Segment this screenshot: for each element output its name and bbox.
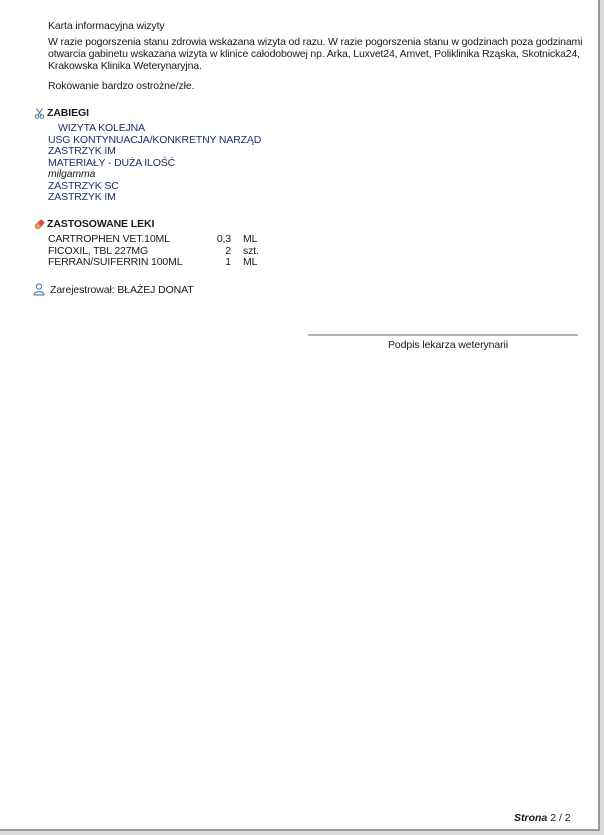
signature-line bbox=[308, 334, 578, 336]
medications-table bbox=[48, 234, 259, 269]
med-unit: ML bbox=[243, 256, 258, 268]
med-unit: szt. bbox=[243, 244, 259, 257]
prognosis-text: Rokowanie bardzo ostrożne/złe. bbox=[48, 80, 195, 92]
med-unit: ML bbox=[243, 233, 258, 245]
scissors-icon bbox=[33, 107, 45, 119]
med-quantity: 1 bbox=[225, 256, 231, 268]
medications-heading-label: ZASTOSOWANE LEKI bbox=[47, 218, 155, 230]
page-number bbox=[514, 812, 571, 824]
med-quantity: 2 bbox=[225, 244, 231, 257]
med-name: FICOXIL, TBL 227MG bbox=[48, 244, 149, 257]
list-item: ZASTRZYK IM bbox=[48, 191, 116, 203]
procedures-heading bbox=[33, 107, 89, 119]
table-row bbox=[48, 257, 259, 269]
list-item-note: milgamma bbox=[48, 168, 96, 180]
med-name: CARTROPHEN VET.10ML bbox=[48, 233, 170, 245]
registered-by bbox=[33, 283, 194, 296]
med-quantity: 0,3 bbox=[216, 233, 231, 245]
medications-heading bbox=[33, 218, 154, 230]
emergency-notice: W razie pogorszenia stanu zdrowia wskazana wizyta od razu. W razie pogorszenia stanu w godzinach poza godzinami otwarcia gabinetu wskazana wizyta w klinice całodobowej np. Arka, Luxvet24, Amvet, Poliklinika Rząska, Skotnicka24, Krakowska Klinika Weterynaryjna. bbox=[48, 36, 583, 72]
registered-by-text: Zarejestrował: BŁAŻEJ DONAT bbox=[50, 283, 194, 296]
document-title: Karta informacyjna wizyty bbox=[48, 20, 165, 32]
signature-label: Podpis lekarza weterynarii bbox=[388, 339, 508, 351]
page-number-value: 2 / 2 bbox=[550, 812, 571, 824]
list-item: ZASTRZYK IM bbox=[48, 145, 116, 157]
list-item: USG KONTYNUACJA/KONKRETNY NARZĄD bbox=[48, 133, 262, 146]
list-item: WIZYTA KOLEJNA bbox=[58, 122, 145, 134]
table-row bbox=[48, 234, 259, 246]
page-number-label: Strona bbox=[514, 812, 548, 824]
list-item: ZASTRZYK SC bbox=[48, 179, 119, 192]
user-icon bbox=[33, 283, 45, 296]
procedures-list bbox=[48, 123, 261, 204]
procedures-heading-label: ZABIEGI bbox=[47, 107, 89, 119]
pill-icon bbox=[33, 218, 45, 230]
list-item: MATERIAŁY - DUŻA ILOŚĆ bbox=[48, 156, 176, 169]
med-name: FERRAN/SUIFERRIN 100ML bbox=[48, 256, 183, 268]
